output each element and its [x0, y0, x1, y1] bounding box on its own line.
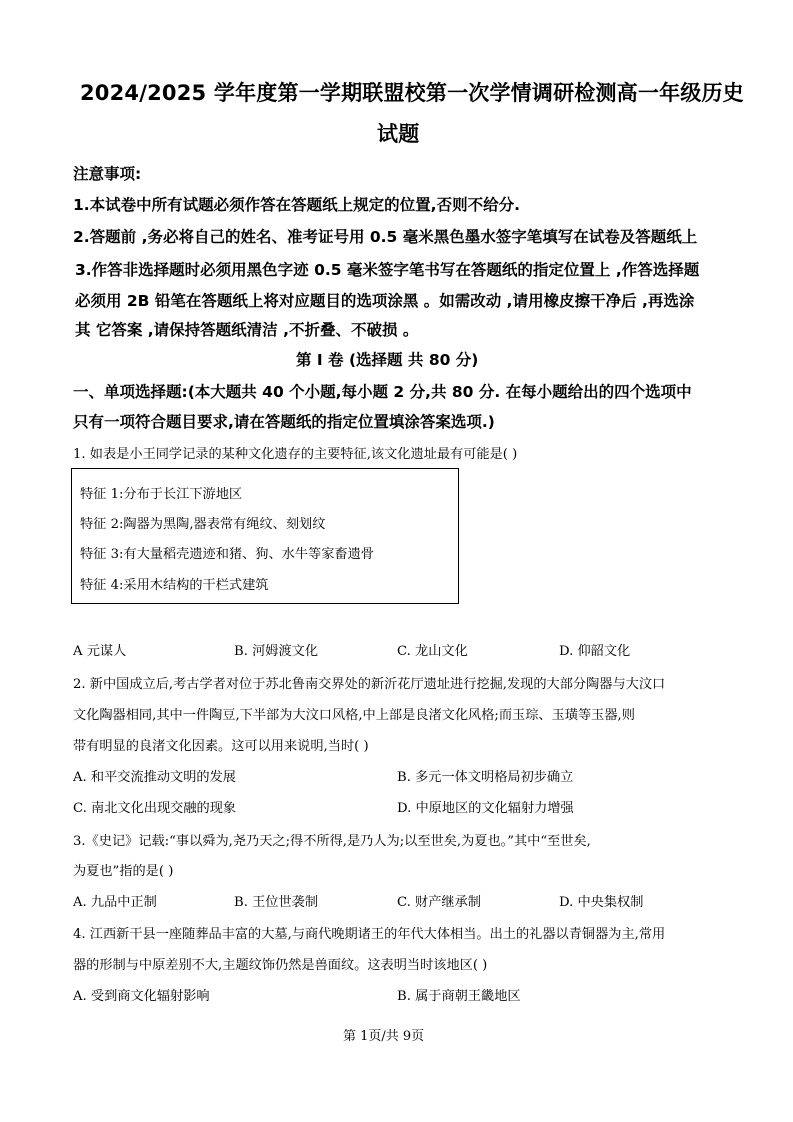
q2-option-a: A. 和平交流推动文明的发展: [73, 770, 236, 785]
q2-option-b: B. 多元一体文明格局初步确立: [397, 770, 574, 785]
q2-stem-line2: 文化陶器相同,其中一件陶豆,下半部为大汶口风格,中上部是良渚文化风格;而玉琮、玉璜等玉器,则: [73, 708, 635, 723]
notice-item-3-line2: 必须用 2B 铅笔在答题纸上将对应题目的选项涂黑 。如需改动 ,请用橡皮擦干净后 ,再选涂: [75, 292, 695, 310]
q1-option-a: A 元谋人: [73, 644, 127, 659]
q4-option-b: B. 属于商朝王畿地区: [397, 989, 521, 1004]
q1-feature-2: 特征 2:陶器为黑陶,器表常有绳纹、刻划纹: [80, 517, 326, 532]
q3-option-b: B. 王位世袭制: [234, 895, 319, 910]
q3-stem-line1: 3.《史记》记载:“事以舜为,尧乃天之;得不所得,是乃人为;以至世矣,为夏也。”其中“至世矣,: [73, 834, 591, 849]
exam-title-line1: 2024/2025 学年度第一学期联盟校第一次学情调研检测高一年级历史: [80, 81, 744, 105]
q3-option-d: D. 中央集权制: [559, 895, 644, 910]
q2-option-c: C. 南北文化出现交融的现象: [73, 801, 237, 816]
q4-stem-line2: 器的形制与中原差别不大,主题纹饰仍然是兽面纹。这表明当时该地区( ): [73, 958, 488, 973]
q1-feature-3: 特征 3:有大量稻壳遗迹和猪、狗、水牛等家畜遗骨: [80, 547, 374, 562]
q4-stem-line1: 4. 江西新干县一座随葬品丰富的大墓,与商代晚期诸王的年代大体相当。出土的礼器以青铜器为主,常用: [73, 927, 666, 942]
section-title: 第 I 卷 (选择题 共 80 分): [296, 351, 479, 369]
notice-item-2: 2.答题前 ,务必将自己的姓名、准考证号用 0.5 毫米黑色墨水签字笔填写在试卷及答题纸上: [73, 228, 698, 246]
notice-heading: 注意事项:: [73, 165, 142, 183]
q1-feature-table: [71, 468, 459, 604]
q2-option-d: D. 中原地区的文化辐射力增强: [397, 801, 574, 816]
q1-stem: 1. 如表是小王同学记录的某种文化遗存的主要特征,该文化遗址最有可能是( ): [73, 447, 518, 462]
q1-option-d: D. 仰韶文化: [559, 644, 631, 659]
section-instructions-line2: 只有一项符合题目要求,请在答题纸的指定位置填涂答案选项.): [73, 413, 495, 431]
exam-title-line2: 试题: [377, 122, 420, 146]
section-instructions-line1: 一、单项选择题:(本大题共 40 个小题,每小题 2 分,共 80 分. 在每小题给出的四个选项中: [73, 383, 692, 401]
q4-option-a: A. 受到商文化辐射影响: [73, 989, 210, 1004]
page-footer: 第 1页/共 9页: [343, 1029, 425, 1044]
q2-stem-line1: 2. 新中国成立后,考古学者对位于苏北鲁南交界处的新沂花厅遗址进行挖掘,发现的大部分陶器与大汶口: [73, 677, 666, 692]
notice-item-3-line1: 3.作答非选择题时必须用黑色字迹 0.5 毫米签字笔书写在答题纸的指定位置上 ,作答选择题: [75, 261, 700, 279]
notice-item-1: 1.本试卷中所有试题必须作答在答题纸上规定的位置,否则不给分.: [73, 196, 520, 214]
q2-stem-line3: 带有明显的良渚文化因素。这可以用来说明,当时( ): [73, 739, 369, 754]
notice-item-3-line3: 其 它答案 ,请保持答题纸清洁 ,不折叠、不破损 。: [75, 321, 419, 339]
q3-option-a: A. 九品中正制: [73, 895, 157, 910]
q1-feature-4: 特征 4:采用木结构的干栏式建筑: [80, 578, 269, 593]
q1-option-c: C. 龙山文化: [397, 644, 468, 659]
q3-option-c: C. 财产继承制: [397, 895, 481, 910]
q1-option-b: B. 河姆渡文化: [234, 644, 319, 659]
q3-stem-line2: 为夏也”指的是( ): [73, 864, 174, 879]
q1-feature-1: 特征 1:分布于长江下游地区: [80, 487, 243, 502]
